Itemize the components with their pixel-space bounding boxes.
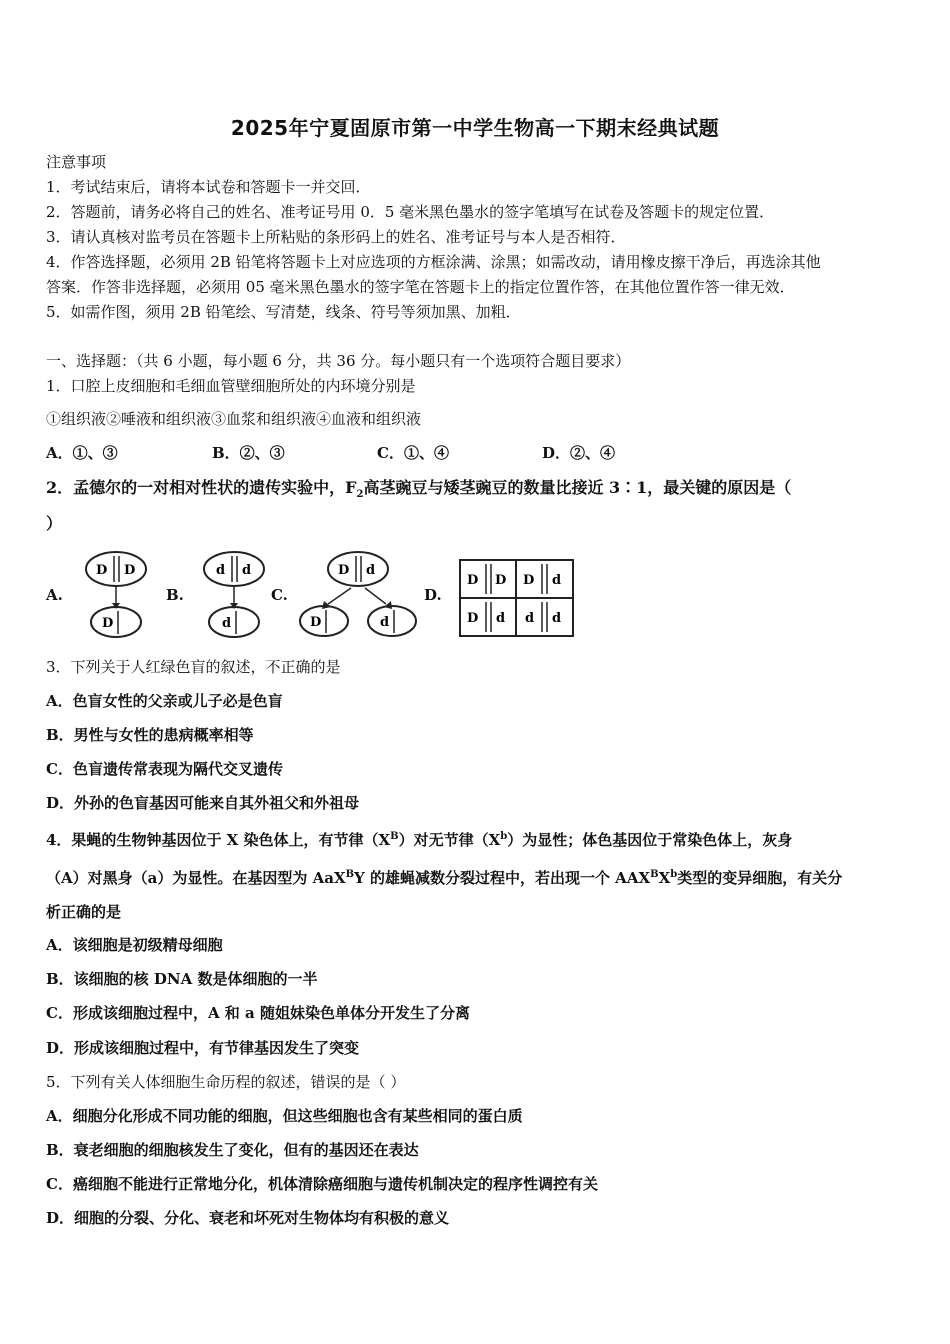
arrow-head bbox=[384, 601, 392, 609]
q4-l1-b: ）对无节律（X bbox=[398, 831, 501, 849]
q4-l1-c: ）为显性；体色基因位于常染色体上，灰身 bbox=[507, 831, 793, 849]
q4-option-b: B．该细胞的核 DNA 数是体细胞的一半 bbox=[46, 970, 318, 988]
q5-option-c: C．癌细胞不能进行正常地分化，机体清除癌细胞与遗传机制决定的程序性调控有关 bbox=[46, 1175, 598, 1193]
gamete-cell bbox=[300, 606, 348, 636]
q5-option-b: B．衰老细胞的细胞核发生了变化，但有的基因还在表达 bbox=[46, 1141, 419, 1159]
allele-label: D bbox=[495, 573, 507, 588]
q4-stem-line2 bbox=[46, 865, 842, 888]
q4-l2-c: X bbox=[658, 869, 671, 887]
allele-label: D bbox=[523, 573, 535, 588]
notice-item-5: 5．如需作图，须用 2B 铅笔绘、写清楚，线条、符号等须加黑、加粗． bbox=[46, 303, 521, 321]
allele-label: d bbox=[222, 616, 232, 631]
q4-l2-sup2: B bbox=[650, 869, 659, 880]
q2-stem bbox=[46, 478, 791, 505]
q1-option-a: A．①、③ bbox=[46, 444, 118, 462]
allele-label: d bbox=[496, 611, 506, 626]
q4-option-c: C．形成该细胞过程中，A 和 a 随姐妹染色单体分开发生了分离 bbox=[46, 1004, 470, 1022]
allele-label: D bbox=[338, 563, 350, 578]
q2-diagram-c bbox=[296, 548, 418, 640]
arrow-line bbox=[328, 588, 351, 604]
q2-stem-close: ） bbox=[46, 514, 63, 533]
q4-l2-a: （A）对黑身（a）为显性。在基因型为 AaX bbox=[46, 869, 346, 887]
q1-option-c: C．①、④ bbox=[377, 444, 449, 462]
gamete-cell bbox=[91, 607, 141, 637]
q4-option-d: D．形成该细胞过程中，有节律基因发生了突变 bbox=[46, 1039, 360, 1057]
q4-l2-sup3: b bbox=[670, 869, 678, 880]
q2-label-d: D. bbox=[424, 586, 442, 604]
allele-label: d bbox=[242, 563, 252, 578]
notice-item-1: 1．考试结束后，请将本试卷和答题卡一并交回． bbox=[46, 178, 371, 196]
allele-label: D bbox=[124, 563, 136, 578]
q4-stem-line3: 析正确的是 bbox=[46, 903, 122, 921]
q2-label-a: A. bbox=[46, 586, 63, 604]
notice-item-3: 3．请认真核对监考员在答题卡上所粘贴的条形码上的姓名、准考证号与本人是否相符． bbox=[46, 228, 626, 246]
q3-option-c: C．色盲遗传常表现为隔代交叉遗传 bbox=[46, 760, 283, 778]
gamete-cell bbox=[368, 606, 416, 636]
parent-cell bbox=[204, 552, 264, 586]
notice-item-2: 2．答题前，请务必将自己的姓名、准考证号用 0．5 毫米黑色墨水的签字笔填写在试卷及答题卡的规定位置． bbox=[46, 203, 775, 221]
q2-stem-sub: 2 bbox=[356, 489, 364, 501]
q2-label-c: C. bbox=[271, 586, 288, 604]
allele-label: D bbox=[467, 573, 479, 588]
q2-stem-part-b: 高茎豌豆与矮茎豌豆的数量比接近 3∶1，最关键的原因是（ bbox=[363, 478, 792, 497]
allele-label: D bbox=[467, 611, 479, 626]
allele-label: D bbox=[310, 615, 322, 630]
q2-diagram-b bbox=[194, 548, 274, 640]
q1-option-d: D．②、④ bbox=[542, 444, 616, 462]
q4-l1-sup1: B bbox=[390, 831, 399, 842]
q5-stem: 5．下列有关人体细胞生命历程的叙述，错误的是（ ） bbox=[46, 1073, 406, 1091]
q1-stem: 1．口腔上皮细胞和毛细血管壁细胞所处的内环境分别是 bbox=[46, 377, 416, 395]
q3-option-b: B．男性与女性的患病概率相等 bbox=[46, 726, 254, 744]
q1-option-b: B．②、③ bbox=[212, 444, 285, 462]
q5-option-a: A．细胞分化形成不同功能的细胞，但这些细胞也含有某些相同的蛋白质 bbox=[46, 1107, 523, 1125]
q2-diagram-a bbox=[76, 548, 156, 640]
notice-item-4a: 4．作答选择题，必须用 2B 铅笔将答题卡上对应选项的方框涂满、涂黑；如需改动，请用橡皮擦干净后，再选涂其他 bbox=[46, 253, 821, 271]
q5-option-d: D．细胞的分裂、分化、衰老和坏死对生物体均有积极的意义 bbox=[46, 1209, 450, 1227]
notice-item-4b: 答案．作答非选择题，必须用 05 毫米黑色墨水的签字笔在答题卡上的指定位置作答，在其他位置作答一律无效． bbox=[46, 278, 795, 296]
q3-option-d: D．外孙的色盲基因可能来自其外祖父和外祖母 bbox=[46, 794, 360, 812]
parent-cell bbox=[328, 552, 388, 586]
q4-l2-d: 类型的变异细胞，有关分 bbox=[677, 869, 843, 887]
allele-label: D bbox=[102, 616, 114, 631]
q4-option-a: A．该细胞是初级精母细胞 bbox=[46, 936, 223, 954]
allele-label: d bbox=[216, 563, 226, 578]
q4-l1-sup2: b bbox=[500, 831, 508, 842]
allele-label: d bbox=[552, 611, 562, 626]
q2-label-b: B. bbox=[166, 586, 184, 604]
q4-l1-a: 4．果蝇的生物钟基因位于 X 染色体上，有节律（X bbox=[46, 831, 391, 849]
gamete-cell bbox=[209, 607, 259, 637]
q1-choices: ①组织液②唾液和组织液③血浆和组织液④血液和组织液 bbox=[46, 410, 422, 428]
allele-label: d bbox=[366, 563, 376, 578]
q2-diagram-d bbox=[458, 558, 576, 640]
allele-label: d bbox=[525, 611, 535, 626]
parent-cell bbox=[86, 552, 146, 586]
q4-stem-line1 bbox=[46, 827, 792, 850]
arrow-line bbox=[365, 588, 386, 604]
allele-label: D bbox=[96, 563, 108, 578]
q3-stem: 3．下列关于人红绿色盲的叙述，不正确的是 bbox=[46, 658, 341, 676]
q2-stem-part-a: 2．孟德尔的一对相对性状的遗传实验中，F bbox=[46, 478, 357, 497]
allele-label: d bbox=[552, 573, 562, 588]
q4-l2-sup1: B bbox=[345, 869, 355, 880]
section-heading: 一、选择题：（共 6 小题，每小题 6 分，共 36 分。每小题只有一个选项符合题目要求） bbox=[46, 352, 631, 370]
q3-option-a: A．色盲女性的父亲或儿子必是色盲 bbox=[46, 692, 283, 710]
exam-title: 2025年宁夏固原市第一中学生物高一下期末经典试题 bbox=[230, 116, 720, 140]
notice-heading: 注意事项 bbox=[46, 153, 107, 171]
allele-label: d bbox=[380, 615, 390, 630]
q4-l2-b: Y 的雄蝇减数分裂过程中，若出现一个 AAX bbox=[354, 869, 651, 887]
